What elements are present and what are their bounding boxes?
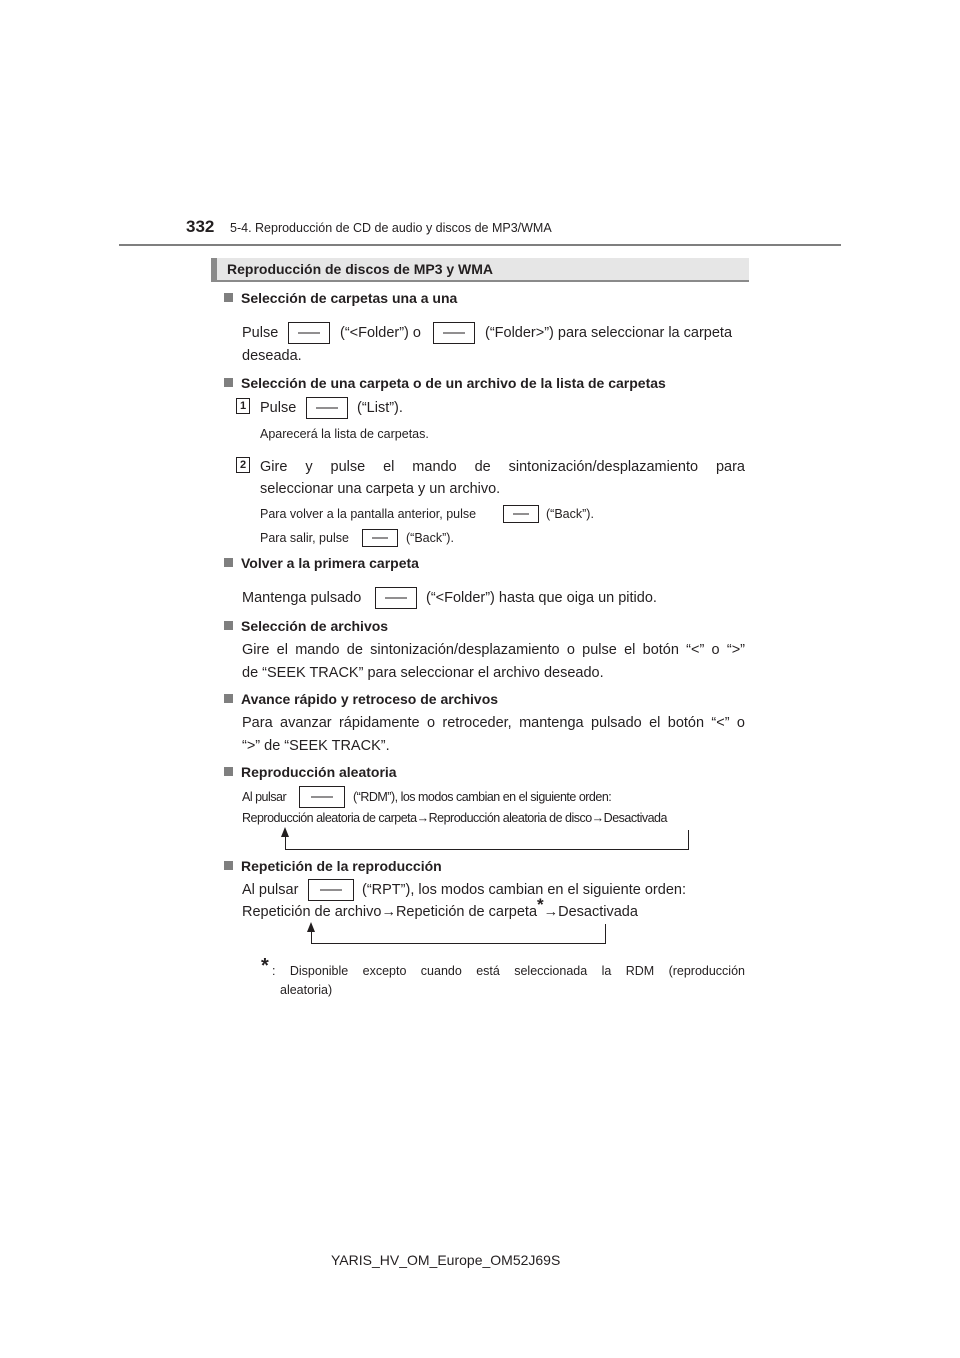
first-folder-text-a: Mantenga pulsado xyxy=(242,590,362,606)
rpt-button-icon xyxy=(308,879,354,901)
step2-line1: Gire y pulse el mando de sintonización/desplazamiento para xyxy=(260,459,745,475)
heading-folder-one-by-one: Selección de carpetas una a una xyxy=(224,290,457,306)
fast-forward-line1: Para avanzar rápidamente o retroceder, mantenga pulsado el botón “<” o xyxy=(242,715,745,731)
header-divider xyxy=(119,244,841,246)
page-number: 332 xyxy=(186,217,215,236)
footnote-line1: : Disponible excepto cuando está seleccionada la RDM (reproducción xyxy=(272,964,745,978)
heading-file-selection: Selección de archivos xyxy=(224,618,388,634)
back-note-a: Para volver a la pantalla anterior, pulse xyxy=(260,507,477,521)
folder-next-button-icon xyxy=(433,322,475,344)
heading-first-folder: Volver a la primera carpeta xyxy=(224,555,419,571)
footer-doc-id: YARIS_HV_OM_Europe_OM52J69S xyxy=(331,1252,561,1268)
heading-folder-list: Selección de una carpeta o de un archivo de la lista de carpetas xyxy=(224,375,666,391)
rdm-button-icon xyxy=(299,786,345,808)
loop-line xyxy=(285,836,286,850)
step2-line2: seleccionar una carpeta y un archivo. xyxy=(260,481,501,497)
folder-text-d: deseada. xyxy=(242,348,302,364)
square-bullet-icon xyxy=(224,558,233,567)
folder-prev-button-icon xyxy=(288,322,330,344)
section-title-bar xyxy=(211,258,749,282)
loop-line xyxy=(285,849,689,850)
exit-back-button-icon xyxy=(362,529,398,547)
first-folder-text-b: (“<Folder”) hasta que oiga un pitido. xyxy=(426,590,657,606)
back-note-b: (“Back”). xyxy=(546,507,594,521)
list-button-icon xyxy=(306,397,348,419)
repeat-text-a: Al pulsar xyxy=(242,882,299,898)
fast-forward-line2: “>” de “SEEK TRACK”. xyxy=(242,738,390,754)
step1-note: Aparecerá la lista de carpetas. xyxy=(260,427,429,441)
loop-line xyxy=(605,924,606,944)
square-bullet-icon xyxy=(224,378,233,387)
footnote-line2: aleatoria) xyxy=(280,983,333,997)
square-bullet-icon xyxy=(224,767,233,776)
step-2-badge: 2 xyxy=(236,457,250,473)
loop-line xyxy=(311,943,606,944)
square-bullet-icon xyxy=(224,861,233,870)
random-text-a: Al pulsar xyxy=(242,790,287,804)
step1-text-a: Pulse xyxy=(260,400,297,416)
first-folder-button-icon xyxy=(375,587,417,609)
random-cycle: Reproducción aleatoria de carpeta→Reproducción aleatoria de disco→Desactivada xyxy=(242,811,667,825)
square-bullet-icon xyxy=(224,694,233,703)
heading-fast-forward: Avance rápido y retroceso de archivos xyxy=(224,691,498,707)
exit-note-b: (“Back”). xyxy=(406,531,454,545)
file-selection-line2: de “SEEK TRACK” para seleccionar el archivo deseado. xyxy=(242,665,604,681)
square-bullet-icon xyxy=(224,621,233,630)
square-bullet-icon xyxy=(224,293,233,302)
folder-text-b: (“<Folder”) o xyxy=(340,325,421,341)
footnote-star: * xyxy=(261,955,269,977)
chapter-title: 5-4. Reproducción de CD de audio y discos de MP3/WMA xyxy=(230,221,552,235)
step1-text-b: (“List”). xyxy=(357,400,403,416)
repeat-text-b: (“RPT”), los modos cambian en el siguiente orden: xyxy=(362,882,686,898)
random-text-b: (“RDM”), los modos cambian en el siguiente orden: xyxy=(353,790,612,804)
folder-text-c: (“Folder>”) para seleccionar la carpeta xyxy=(485,325,733,341)
heading-random: Reproducción aleatoria xyxy=(224,764,397,780)
step-1-badge: 1 xyxy=(236,398,250,414)
section-title: Reproducción de discos de MP3 y WMA xyxy=(227,261,494,277)
loop-line xyxy=(688,830,689,850)
exit-note-a: Para salir, pulse xyxy=(260,531,349,545)
heading-repeat: Repetición de la reproducción xyxy=(224,858,442,874)
back-button-icon xyxy=(503,505,539,523)
file-selection-line1: Gire el mando de sintonización/desplazamiento o pulse el botón “<” o “>” xyxy=(242,642,745,658)
repeat-cycle: Repetición de archivo→Repetición de carpeta*→Desactivada xyxy=(242,895,638,920)
folder-text-a: Pulse xyxy=(242,325,279,341)
